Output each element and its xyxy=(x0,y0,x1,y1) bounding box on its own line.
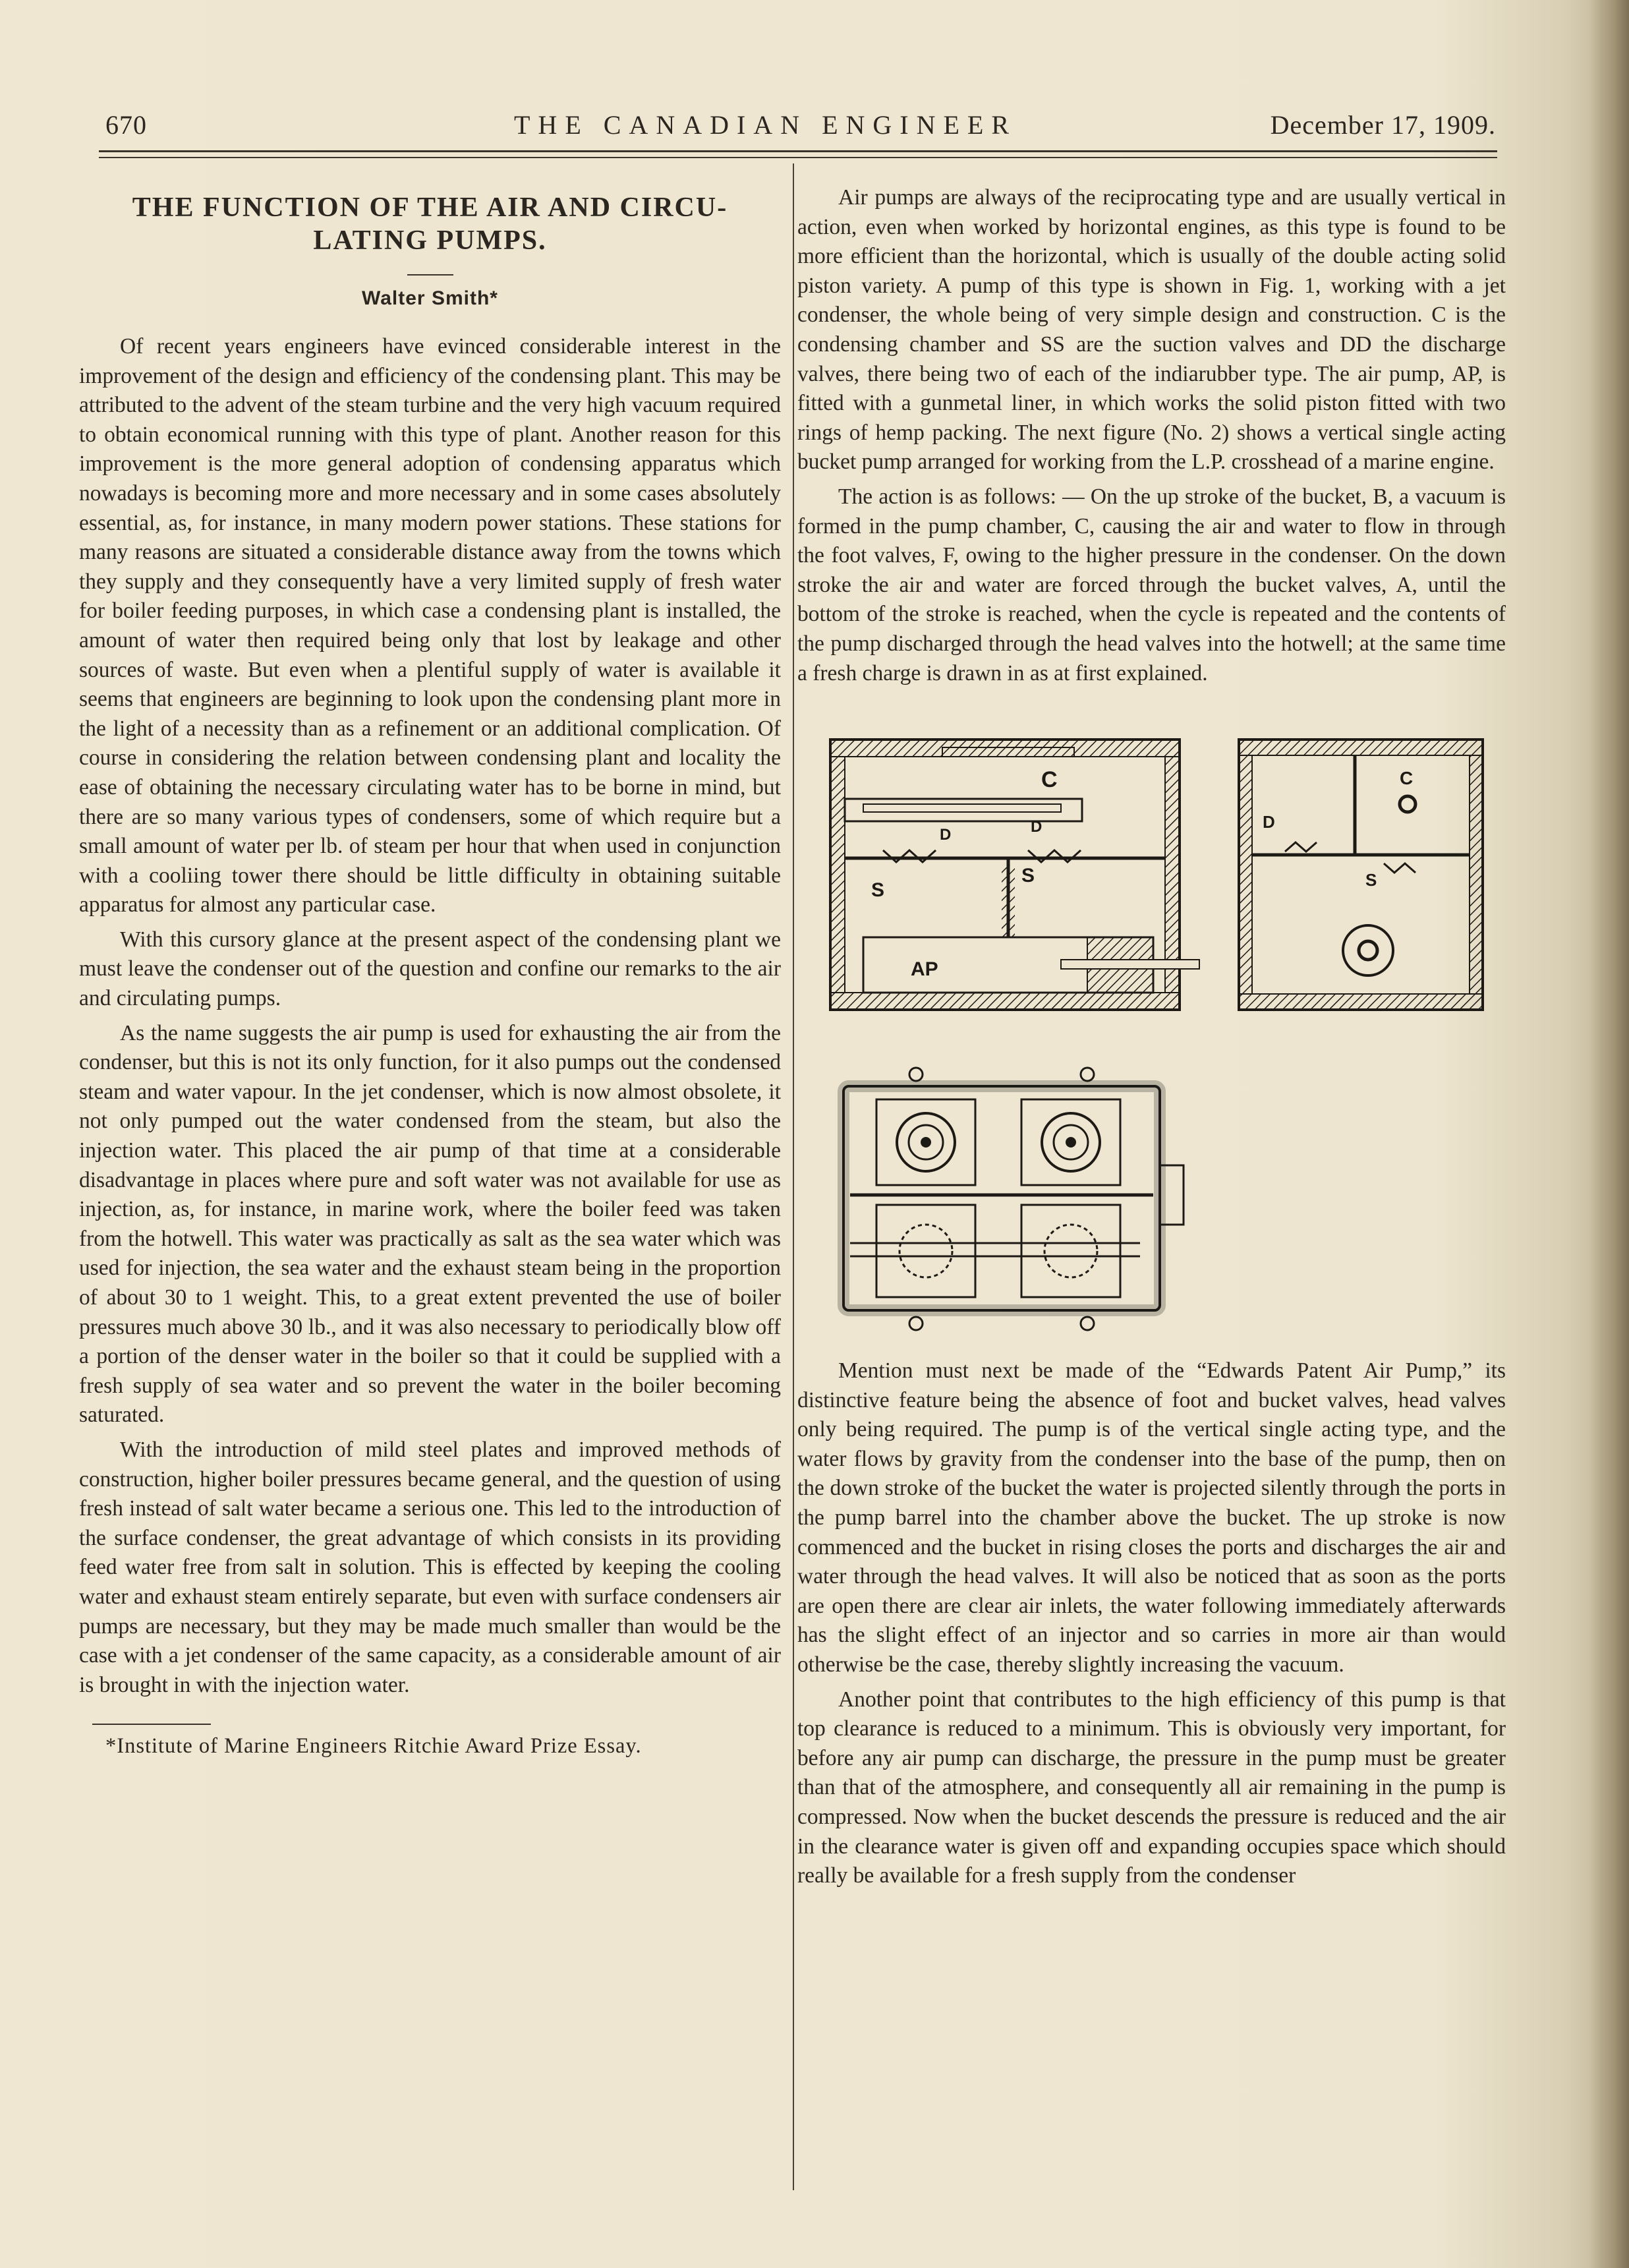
label-d: D xyxy=(940,826,952,844)
column-divider xyxy=(793,163,794,2190)
paragraph: The action is as follows: — On the up stroke of the bucket, B, a vacuum is formed in the pump chamber, C, causing the air and water to flow in through the foot valves, F, owing to the higher pressure in the condenser. On the down stroke the air and water are forced through the bucket valves, A, until the bottom of the stroke is reached, when the cycle is repeated and the contents of the pump discharged through the head valves into the hotwell; at the same time a fresh charge is drawn in as at first explained. xyxy=(797,484,1506,685)
page-binding-shadow xyxy=(1589,0,1629,2268)
footnote: *Institute of Marine Engineers Ritchie Award Prize Essay. xyxy=(105,1734,642,1759)
page-number: 670 xyxy=(105,110,147,140)
issue-date: December 17, 1909. xyxy=(1270,110,1496,140)
footnote-rule xyxy=(92,1724,211,1725)
pump-figures xyxy=(797,717,1506,1337)
article-author: Walter Smith* xyxy=(362,287,498,309)
paragraph: Air pumps are always of the reciprocating type and are usually vertical in action, even when worked by horizontal engines, as this type is found to be more efficient than the horizontal, which is usually of the double acting solid piston variety. A pump of this type is shown in Fig. 1, working with a jet condenser, the whole being of very simple design and construction. C is the condensing chamber and SS are the suction valves and DD the discharge valves, there being two of each of the indiarubber type. The air pump, AP, is fitted with a gunmetal liner, in which works the solid piston fitted with two rings of hemp packing. The next figure (No. 2) shows a vertical single acting bucket pump arranged for working from the L.P. crosshead of a marine engine. xyxy=(797,185,1506,475)
label-s: S xyxy=(1021,865,1035,887)
paragraph: With this cursory glance at the present aspect of the condensing plant we must leave the condenser out of the question and confine our remarks to the air and circulating pumps. xyxy=(79,927,781,1011)
paragraph: As the name suggests the air pump is used for exhausting the air from the condenser, but this is not its only function, for it also pumps out the condensed steam and water vapour. In the jet condenser, which is now almost obsolete, it not only pumped out the water condensed from the steam, but also the injection water. This placed the air pump of that time at a considerable disadvantage in places where pure and soft water was not available for use as injection, as, for instance, in marine work, where the boiler feed was taken from the hotwell. This water was practically as salt as the sea water which was used for injection, the sea water and the exhaust steam being in the proportion of about 30 to 1 weight. This, to a great extent prevented the use of boiler pressures much above 30 lb., and it was also necessary to periodically blow off a portion of the denser water in the boiler so that it could be supplied with a fresh supply of sea water and so prevent the water in the boiler becoming saturated. xyxy=(79,1020,781,1428)
left-column xyxy=(79,171,781,1761)
paragraph: With the introduction of mild steel plates and improved methods of construction, higher boiler pressures became general, and the question of using fresh instead of salt water became a serious one. This led to the introduction of the surface condenser, the great advantage of which consists in its providing feed water free from salt in solution. This is effected by keeping the cooling water and exhaust steam entirely separate, but even with surface condensers air pumps are necessary, but they may be made much smaller than would be the case with a jet condenser of the same capacity, as a considerable amount of air is brought in with the injection water. xyxy=(79,1437,781,1697)
label-c: C xyxy=(1400,768,1414,789)
title-rule xyxy=(407,274,453,276)
header-rule-thin xyxy=(99,157,1497,158)
paragraph: Of recent years engineers have evinced considerable interest in the improvement of the design and efficiency of the condensing plant. This may be attributed to the advent of the steam turbine and the very high vacuum required to obtain economical running with this type of plant. Another reason for this improvement is the more general adoption of condensing apparatus which nowadays is becoming more and more necessary and in some cases absolutely essential, as, for instance, in many modern power stations. These stations for many reasons are situated a considerable distance away from the towns which they supply and they consequently have a very limited supply of fresh water for boiler feeding purposes, in which case a condensing plant is installed, the amount of water then required being only that lost by leakage and other sources of waste. But even when a plentiful supply of water is available it seems that engineers are beginning to look upon the condensing plant more in the light of a necessity than as a refinement or an additional complication. Of course in considering the relation between condensing plant and locality the ease of obtaining the necessary circulating water has to be borne in mind, but there are so many various types of condensers, some of which require but a small amount of water per lb. of steam per hour that when used in conjunction with a cooliing tower there should be little difficulty in obtaining suitable apparatus for almost any particular case. xyxy=(79,334,781,917)
fig1-section-drawing xyxy=(824,733,1206,1023)
label-s: S xyxy=(1365,870,1377,890)
fig1-end-view-drawing xyxy=(1232,733,1489,1023)
label-d: D xyxy=(1031,818,1043,836)
label-s: S xyxy=(871,879,885,902)
label-d: D xyxy=(1263,812,1275,832)
paragraph: Mention must next be made of the “Edwards Patent Air Pump,” its distinctive feature being the absence of foot and bucket valves, head valves only being required. The pump is of the vertical single acting type, and the water flows by gravity from the condenser into the base of the pump, then on the down stroke of the bucket the water is projected silently through the ports in the pump barrel into the chamber above the bucket. The up stroke is now commenced and the bucket in rising closes the ports and discharges the air and water through the head valves. It will also be noticed that as soon as the ports are open there are clear air inlets, the water following immediately afterwards has the slight effect of an injector and so carries in more air than would otherwise be the case, thereby slightly increasing the vacuum. xyxy=(797,1358,1506,1677)
article-title-text: THE FUNCTION OF THE AIR AND CIRCU- LATING PUMPS. xyxy=(132,192,728,256)
label-ap: AP xyxy=(911,958,938,981)
label-c: C xyxy=(1041,767,1058,793)
publication-title: THE CANADIAN ENGINEER xyxy=(514,110,1017,140)
plan-view-drawing xyxy=(824,1060,1206,1337)
page-header xyxy=(105,105,1496,145)
header-rule xyxy=(99,150,1497,152)
paragraph: Another point that contributes to the high efficiency of this pump is that top clearance is reduced to a minimum. This is obviously very important, for before any air pump can discharge, the pressure in the pump must be greater than that of the atmosphere, and consequently all air remaining in the pump is compressed. Now when the bucket descends the pressure is reduced and the air in the clearance water is given off and expanding occupies space which should really be available for a fresh supply from the condenser xyxy=(797,1687,1506,1888)
right-column xyxy=(797,171,1506,1896)
article-title xyxy=(79,191,781,257)
